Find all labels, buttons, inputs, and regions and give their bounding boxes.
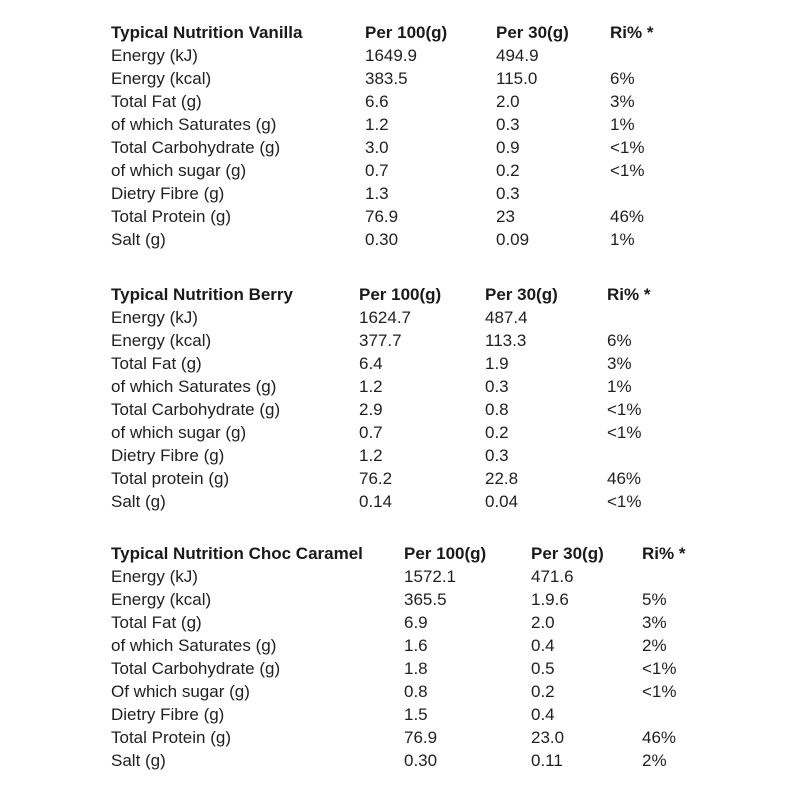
cell-ri-percent: 3%	[610, 92, 635, 111]
table-row	[111, 467, 751, 490]
table-row	[111, 565, 751, 588]
cell-per-30g: 0.4	[531, 705, 555, 724]
table-row	[111, 726, 751, 749]
cell-per-30g: 0.5	[531, 659, 555, 678]
cell-per-100g: 0.7	[365, 161, 389, 180]
cell-per-100g: 1.2	[359, 446, 383, 465]
cell-per-100g: 0.7	[359, 423, 383, 442]
cell-per-100g: 1624.7	[359, 308, 411, 327]
table-row	[111, 680, 751, 703]
cell-per-100g: 0.30	[365, 230, 399, 249]
cell-per-30g: 0.2	[531, 682, 555, 701]
cell-nutrient: Total Fat (g)	[111, 92, 202, 111]
cell-per-100g: 1.2	[365, 115, 389, 134]
table-row	[111, 398, 751, 421]
header-per-100g: Per 100(g)	[404, 544, 487, 563]
table-row	[111, 749, 751, 772]
cell-nutrient: Energy (kJ)	[111, 308, 198, 327]
cell-ri-percent: <1%	[610, 161, 645, 180]
table-row	[111, 228, 751, 251]
table-row	[111, 352, 751, 375]
cell-nutrient: Total Carbohydrate (g)	[111, 138, 281, 157]
cell-per-100g: 1.2	[359, 377, 383, 396]
cell-per-30g: 1.9.6	[531, 590, 569, 609]
table-row	[111, 588, 751, 611]
cell-per-100g: 76.2	[359, 469, 393, 488]
cell-per-100g: 6.4	[359, 354, 383, 373]
header-per-100g: Per 100(g)	[365, 23, 448, 42]
cell-per-100g: 6.9	[404, 613, 428, 632]
cell-nutrient: of which Saturates (g)	[111, 636, 277, 655]
table-row	[111, 703, 751, 726]
cell-nutrient: of which sugar (g)	[111, 423, 247, 442]
header-ri-percent: Ri% *	[642, 544, 686, 563]
cell-per-30g: 0.3	[485, 377, 509, 396]
cell-per-30g: 0.04	[485, 492, 519, 511]
cell-nutrient: Salt (g)	[111, 751, 166, 770]
cell-nutrient: Energy (kcal)	[111, 69, 212, 88]
table-row	[111, 421, 751, 444]
cell-per-30g: 22.8	[485, 469, 519, 488]
cell-ri-percent: <1%	[642, 659, 677, 678]
cell-per-30g: 487.4	[485, 308, 528, 327]
table-row	[111, 44, 751, 67]
cell-per-30g: 0.4	[531, 636, 555, 655]
cell-nutrient: Of which sugar (g)	[111, 682, 250, 701]
cell-nutrient: Total Carbohydrate (g)	[111, 659, 281, 678]
cell-ri-percent: <1%	[607, 423, 642, 442]
cell-per-30g: 1.9	[485, 354, 509, 373]
cell-nutrient: Total Carbohydrate (g)	[111, 400, 281, 419]
cell-per-30g: 0.2	[485, 423, 509, 442]
cell-per-100g: 377.7	[359, 331, 402, 350]
table-row	[111, 444, 751, 467]
cell-nutrient: Energy (kJ)	[111, 46, 198, 65]
table-row	[111, 159, 751, 182]
cell-ri-percent: 1%	[610, 115, 635, 134]
header-per-30g: Per 30(g)	[485, 285, 558, 304]
cell-nutrient: of which Saturates (g)	[111, 115, 277, 134]
cell-nutrient: Total Fat (g)	[111, 613, 202, 632]
cell-per-30g: 115.0	[496, 69, 538, 88]
cell-per-30g: 0.3	[496, 184, 520, 203]
cell-ri-percent: 5%	[642, 590, 667, 609]
table-header	[111, 21, 751, 44]
cell-nutrient: Dietry Fibre (g)	[111, 705, 225, 724]
cell-per-100g: 0.30	[404, 751, 438, 770]
cell-per-30g: 0.3	[485, 446, 509, 465]
cell-ri-percent: 3%	[642, 613, 667, 632]
cell-per-100g: 3.0	[365, 138, 389, 157]
table-row	[111, 90, 751, 113]
cell-per-100g: 1.8	[404, 659, 428, 678]
cell-per-100g: 6.6	[365, 92, 389, 111]
table-row	[111, 657, 751, 680]
cell-per-100g: 0.14	[359, 492, 393, 511]
cell-ri-percent: 1%	[610, 230, 635, 249]
cell-per-30g: 0.9	[496, 138, 520, 157]
header-per-30g: Per 30(g)	[496, 23, 569, 42]
cell-ri-percent: 6%	[610, 69, 635, 88]
cell-per-30g: 0.8	[485, 400, 509, 419]
cell-ri-percent: <1%	[642, 682, 677, 701]
cell-ri-percent: 46%	[642, 728, 677, 747]
cell-ri-percent: 46%	[610, 207, 645, 226]
cell-per-100g: 1649.9	[365, 46, 417, 65]
cell-per-100g: 1.5	[404, 705, 428, 724]
table-row	[111, 329, 751, 352]
header-ri-percent: Ri% *	[607, 285, 651, 304]
cell-per-100g: 2.9	[359, 400, 383, 419]
cell-ri-percent: 2%	[642, 636, 667, 655]
cell-nutrient: Total Protein (g)	[111, 207, 231, 226]
cell-per-30g: 471.6	[531, 567, 574, 586]
cell-per-100g: 1.6	[404, 636, 428, 655]
table-row	[111, 611, 751, 634]
cell-per-30g: 23.0	[531, 728, 565, 747]
cell-ri-percent: 3%	[607, 354, 632, 373]
cell-per-30g: 0.09	[496, 230, 530, 249]
header-nutrient: Typical Nutrition Choc Caramel	[111, 544, 363, 563]
header-nutrient: Typical Nutrition Vanilla	[111, 23, 303, 42]
cell-per-30g: 2.0	[531, 613, 555, 632]
table-row	[111, 205, 751, 228]
cell-per-30g: 0.11	[531, 751, 563, 770]
table-row	[111, 136, 751, 159]
cell-per-100g: 365.5	[404, 590, 447, 609]
cell-per-100g: 1572.1	[404, 567, 456, 586]
cell-per-30g: 2.0	[496, 92, 520, 111]
cell-per-30g: 0.2	[496, 161, 520, 180]
cell-per-30g: 23	[496, 207, 515, 226]
cell-nutrient: Salt (g)	[111, 492, 166, 511]
cell-per-100g: 76.9	[404, 728, 438, 747]
cell-per-100g: 76.9	[365, 207, 399, 226]
cell-ri-percent: 6%	[607, 331, 632, 350]
cell-ri-percent: 2%	[642, 751, 667, 770]
cell-ri-percent: <1%	[607, 400, 642, 419]
nutrition-table-berry	[111, 283, 751, 513]
cell-per-30g: 494.9	[496, 46, 539, 65]
cell-ri-percent: 46%	[607, 469, 642, 488]
cell-per-30g: 0.3	[496, 115, 520, 134]
nutrition-table-choc-caramel	[111, 542, 751, 772]
header-per-100g: Per 100(g)	[359, 285, 442, 304]
table-row	[111, 306, 751, 329]
cell-nutrient: Energy (kcal)	[111, 331, 212, 350]
table-row	[111, 113, 751, 136]
header-nutrient: Typical Nutrition Berry	[111, 285, 293, 304]
cell-per-100g: 1.3	[365, 184, 389, 203]
cell-nutrient: Total Fat (g)	[111, 354, 202, 373]
cell-per-100g: 0.8	[404, 682, 428, 701]
cell-nutrient: Salt (g)	[111, 230, 166, 249]
cell-ri-percent: <1%	[610, 138, 645, 157]
cell-nutrient: Energy (kJ)	[111, 567, 198, 586]
cell-nutrient: Dietry Fibre (g)	[111, 184, 225, 203]
table-header	[111, 283, 751, 306]
table-row	[111, 490, 751, 513]
cell-per-30g: 113.3	[485, 331, 527, 350]
header-ri-percent: Ri% *	[610, 23, 654, 42]
cell-nutrient: of which sugar (g)	[111, 161, 247, 180]
cell-per-100g: 383.5	[365, 69, 408, 88]
table-header	[111, 542, 751, 565]
table-row	[111, 67, 751, 90]
header-per-30g: Per 30(g)	[531, 544, 604, 563]
cell-nutrient: Dietry Fibre (g)	[111, 446, 225, 465]
cell-ri-percent: 1%	[607, 377, 632, 396]
nutrition-table-vanilla	[111, 21, 751, 251]
cell-nutrient: Energy (kcal)	[111, 590, 212, 609]
table-row	[111, 634, 751, 657]
table-row	[111, 375, 751, 398]
cell-ri-percent: <1%	[607, 492, 642, 511]
table-row	[111, 182, 751, 205]
cell-nutrient: Total protein (g)	[111, 469, 230, 488]
cell-nutrient: Total Protein (g)	[111, 728, 231, 747]
cell-nutrient: of which Saturates (g)	[111, 377, 277, 396]
